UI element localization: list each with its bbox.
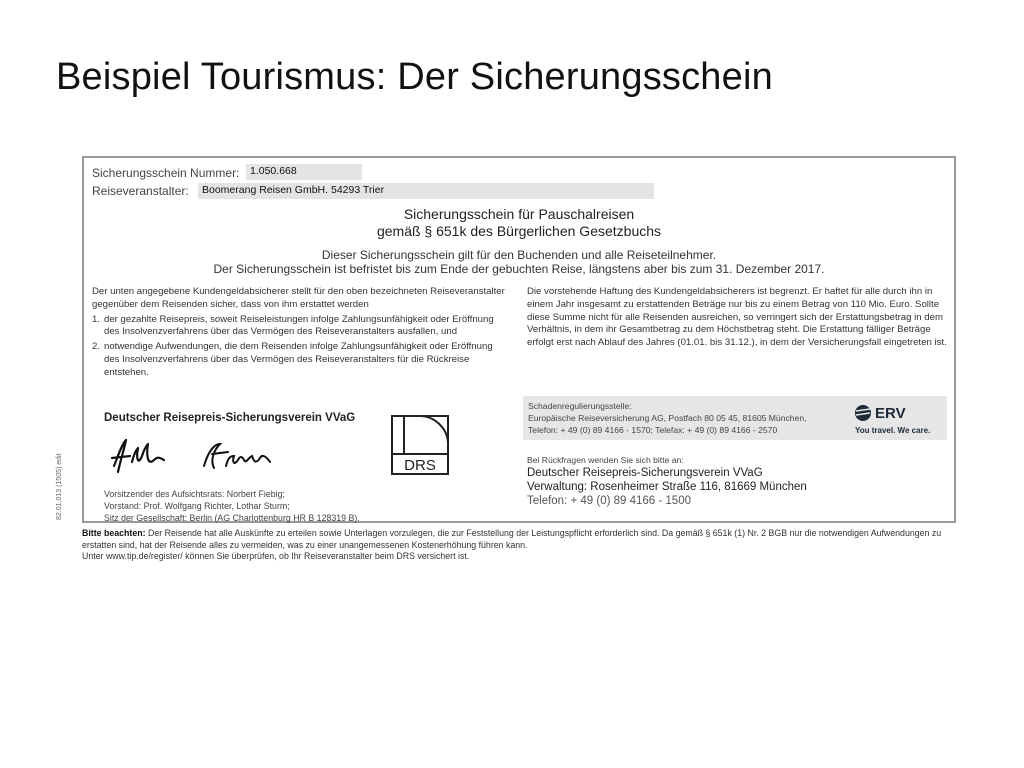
officers-list: Vorsitzender des Aufsichtsrats: Norbert Fiebig; Vorstand: Prof. Wolfgang Richter, Lothar Sturm; Sitz der Gesellschaft: Berlin (AG Charlottenburg HR B 128319 B). (104, 489, 360, 523)
number-field: 1.050.668 (246, 164, 362, 180)
svg-text:ERV: ERV (875, 405, 906, 422)
contact-intro: Bei Rückfragen wenden Sie sich bitte an: (527, 455, 684, 465)
certificate-title: Sicherungsschein für Pauschalreisen (403, 206, 635, 222)
liability-intro: Der unten angegebene Kundengeldabsicherer stellt für den oben bezeichneten Reiseveranstalter gegenüber dem Reisenden sicher, dass von ihm erstattet werden (92, 286, 505, 310)
certificate-subtitle: gemäß § 651k des Bürgerlichen Gesetzbuchs (376, 223, 662, 239)
liability-left-column (92, 286, 508, 380)
drs-logo (390, 414, 450, 476)
note-link-text: Unter www.tip.de/register/ können Sie überprüfen, ob Ihr Reiseveranstalter beim DRS versichert ist. (82, 551, 470, 561)
number-label: Sicherungsschein Nummer: (92, 166, 240, 180)
slide-title: Beispiel Tourismus: Der Sicherungsschein (56, 56, 773, 98)
list-item: 1. der gezahlte Reisepreis, soweit Reiseleistungen infolge Zahlungsunfähigkeit oder Eröffnung des Insolvenzverfahrens über das Vermögen des Reiseveranstalters ausfallen, und (92, 313, 494, 338)
liability-limit-text: Die vorstehende Haftung des Kundengeldabsicherers ist begrenzt. Er haftet für alle durch ihn in einem Jahr insgesamt zu erstattenden Beträge nur bis zu einem Betrag von 110 Mio. Euro. Sollte diese Summe nicht für alle Reisenden ausreichen, so verringert sich der Erstattungsbetrag in dem Verhältnis, in dem ihr Gesamtbetrag zu dem Höchstbetrag steht. Die Erstattung fälliger Beträge erfolgt erst nach Ablauf des Jahres (01.01. bis 31.12.), in dem der Versicherungsfall eingetreten ist. (527, 286, 947, 349)
validity-line-1: Dieser Sicherungsschein gilt für den Buchenden und alle Reiseteilnehmer. (321, 248, 717, 262)
erv-logo (853, 402, 943, 436)
contact-block (527, 454, 807, 508)
contact-name: Deutscher Reisepreis-Sicherungsverein VVaG (527, 467, 763, 479)
validity-line-2: Der Sicherungsschein ist befristet bis zum Ende der gebuchten Reise, längstens aber bis zum 31. Dezember 2017. (213, 262, 825, 276)
footnote (82, 528, 956, 563)
contact-phone: Telefon: + 49 (0) 89 4166 - 1500 (527, 495, 691, 507)
operator-label: Reiseveranstalter: (92, 184, 189, 198)
association-name: Deutscher Reisepreis-Sicherungsverein VVaG (104, 412, 356, 424)
svg-text:You travel. We care.: You travel. We care. (855, 426, 931, 435)
contact-address: Verwaltung: Rosenheimer Straße 116, 81669 München (527, 481, 807, 493)
signature-2 (200, 440, 280, 476)
signature-1 (108, 436, 178, 478)
svg-text:DRS: DRS (404, 457, 436, 474)
claims-office-box: Schadenregulierungsstelle: Europäische Reiseversicherung AG, Postfach 80 05 45, 81605 München, Telefon: + 49 (0) 89 4166 - 1570; Telefax: + 49 (0) 89 4166 - 2570 ERV You travel. We care. (523, 396, 947, 440)
list-item: 2. notwendige Aufwendungen, die dem Reisenden infolge Zahlungsunfähigkeit oder Eröffnung des Insolvenzverfahrens über das Vermögen des Reiseveranstalters für die Rückreise entstehen. (92, 341, 493, 378)
form-code: 82.01.013 (1505) edit (56, 453, 63, 520)
note-lead: Bitte beachten: (82, 528, 146, 538)
note-text: Der Reisende hat alle Auskünfte zu erteilen sowie Unterlagen vorzulegen, die zur Feststellung der Leistungspflicht erforderlich sind. Da gemäß § 651k (1) Nr. 2 BGB nur die notwendigen Aufwendungen zu erstatten sind, hat der Reisende alles zu vermeiden, was zu einer unangemessenen Kostenerhöhung führen kann. (82, 528, 942, 550)
operator-field: Boomerang Reisen GmbH. 54293 Trier (198, 183, 654, 199)
claims-office-label: Schadenregulierungsstelle: (528, 401, 632, 411)
security-certificate (82, 156, 956, 523)
